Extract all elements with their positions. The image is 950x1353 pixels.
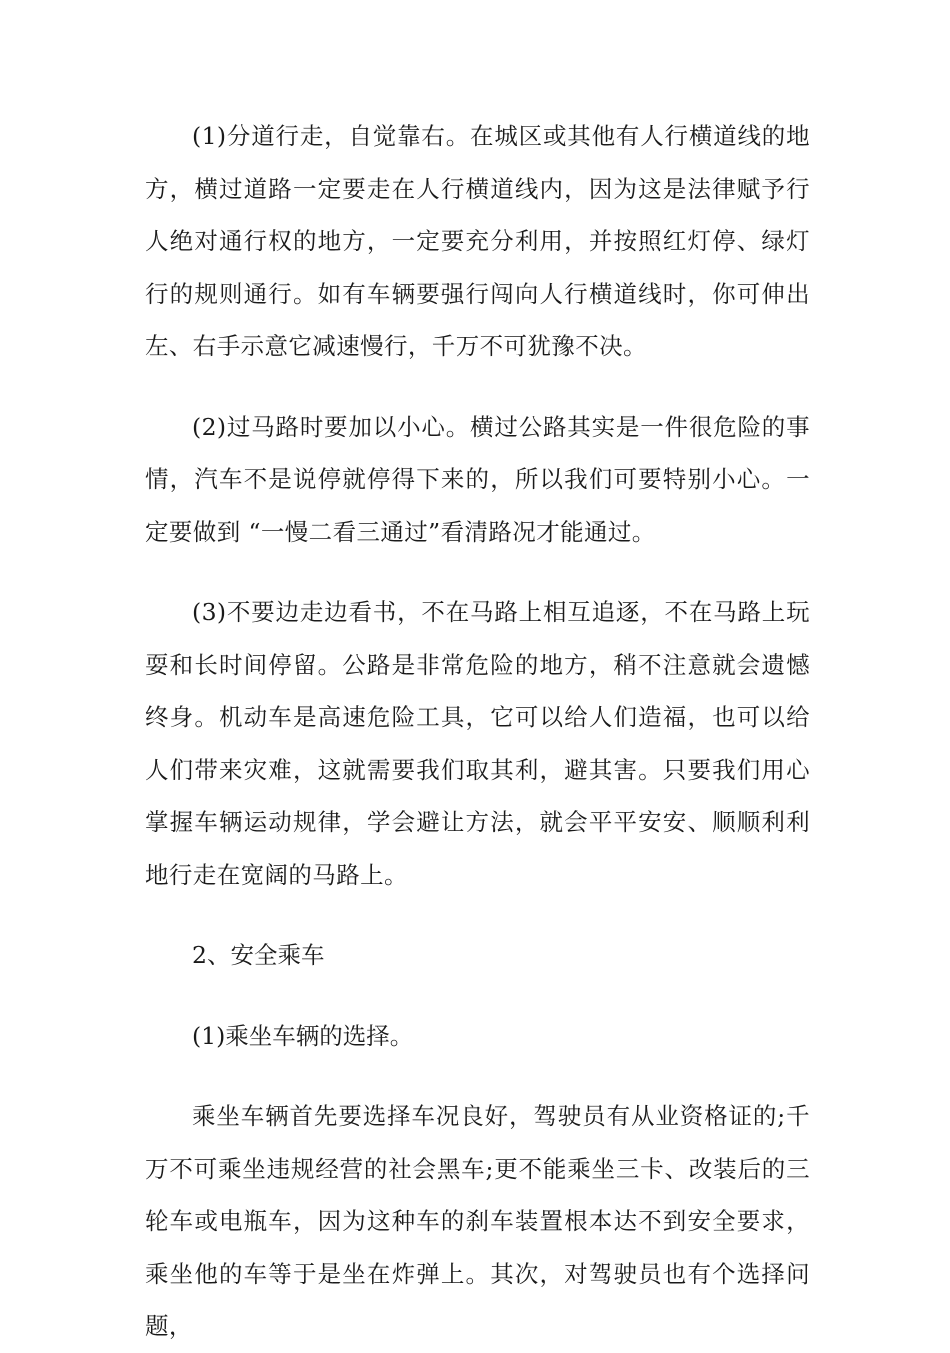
paragraph-gap bbox=[145, 982, 810, 1010]
paragraph-gap bbox=[145, 558, 810, 586]
sub-heading: (1)乘坐车辆的选择。 bbox=[192, 1021, 414, 1050]
paragraph-2: (2)过马路时要加以小心。横过公路其实是一件很危险的事情，汽车不是说停就停得下来的，所以我们可要特别小心。一定要做到 “一慢二看三通过”看清路况才能通过。 bbox=[145, 412, 810, 546]
document-page bbox=[145, 110, 810, 1353]
paragraph-gap bbox=[145, 1062, 810, 1090]
paragraph-4: 乘坐车辆首先要选择车况良好，驾驶员有从业资格证的;千万不可乘坐违规经营的社会黑车;更不能乘坐三卡、改装后的三轮车或电瓶车，因为这种车的刹车装置根本达不到安全要求，乘坐他的车等于是坐在炸弹上。其次，对驾驶员也有个选择问题， bbox=[145, 1102, 810, 1340]
paragraph-gap bbox=[145, 901, 810, 929]
section-heading: 2、安全乘车 bbox=[192, 941, 325, 969]
paragraph-gap bbox=[145, 373, 810, 401]
paragraph-1: (1)分道行走，自觉靠右。在城区或其他有人行横道线的地方，横过道路一定要走在人行横道线内，因为这是法律赋予行人绝对通行权的地方，一定要充分利用，并按照红灯停、绿灯行的规则通行。如有车辆要强行闯向人行横道线时，你可伸出左、右手示意它减速慢行，千万不可犹豫不决。 bbox=[145, 122, 810, 360]
paragraph-3: (3)不要边走边看书，不在马路上相互追逐，不在马路上玩耍和长时间停留。公路是非常危险的地方，稍不注意就会遗憾终身。机动车是高速危险工具，它可以给人们造福，也可以给人们带来灾难，这就需要我们取其利，避其害。只要我们用心掌握车辆运动规律，学会避让方法，就会平平安安、顺顺利利地行走在宽阔的马路上。 bbox=[145, 598, 810, 889]
